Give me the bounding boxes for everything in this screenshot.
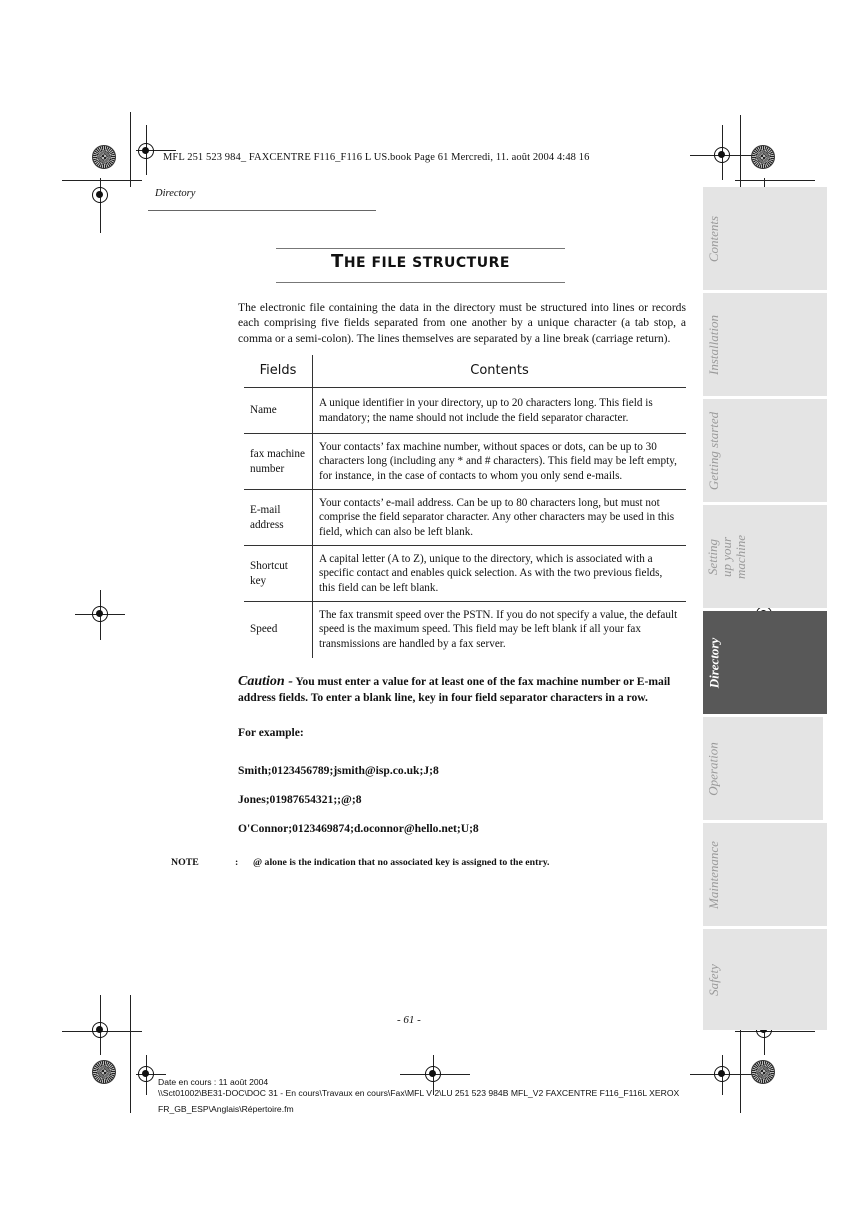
title-rest: HE FILE STRUCTURE (343, 255, 510, 271)
registration-mark (714, 1066, 730, 1082)
registration-mark (138, 1066, 154, 1082)
registration-mark (92, 1022, 108, 1038)
example-line: Smith;0123456789;jsmith@isp.co.uk;J;8 (238, 764, 439, 777)
field-description: A unique identifier in your directory, up to 20 characters long. This field is mandatory; the name should not include the field separator character. (313, 388, 687, 434)
tab-label: Setting up your machine (705, 534, 748, 579)
example-label: For example: (238, 726, 304, 739)
tab-setting-up[interactable] (703, 505, 827, 608)
table-row (244, 434, 686, 490)
example-line: Jones;01987654321;;@;8 (238, 793, 362, 806)
field-name: Name (244, 388, 313, 434)
fields-table (244, 355, 686, 658)
field-description: Your contacts’ e-mail address. Can be up to 80 characters long, but must not comprise the field separator character. Any other characters may be used in this field, which can also be left blank. (313, 490, 687, 546)
note-label: NOTE (171, 857, 199, 868)
tab-safety[interactable] (703, 929, 827, 1030)
tab-installation[interactable] (703, 293, 827, 396)
header-rule (148, 210, 376, 211)
table-row (244, 388, 686, 434)
field-description: A capital letter (A to Z), unique to the directory, which is associated with a specific contact and enables quick selection. As with the two previous fields, this field can be left blank. (313, 546, 687, 602)
field-name: Shortcut key (244, 546, 313, 602)
tab-operation[interactable] (703, 717, 823, 820)
table-row (244, 490, 686, 546)
caution-lead: Caution - (238, 674, 293, 689)
tab-maintenance[interactable] (703, 823, 827, 926)
tab-label: Maintenance (706, 840, 721, 909)
registration-mark (92, 187, 108, 203)
registration-mark (425, 1066, 441, 1082)
color-target (751, 1060, 775, 1084)
table-row (244, 602, 686, 658)
tab-label: Safety (706, 963, 722, 996)
intro-paragraph: The electronic file containing the data in the directory must be structured into lines or records each comprising five fields separated from one another by a unique character (a tab stop, a comma or a semi-colon). The lines themselves are separated by a line break (carriage return). (238, 301, 686, 345)
caution-note (238, 674, 688, 706)
table-row (244, 546, 686, 602)
field-name: E-mail address (244, 490, 313, 546)
registration-mark (138, 143, 154, 159)
tab-label: Getting started (706, 411, 722, 490)
footer-filename: FR_GB_ESP\Anglais\Répertoire.fm (158, 1104, 294, 1114)
registration-mark (92, 606, 108, 622)
caution-text: You must enter a value for at least one of the fax machine number or E-mail address fields. To enter a blank line, key in four field separator characters in a row. (238, 675, 671, 704)
footer-path: \\Sct01002\BE31-DOC\DOC 31 - En cours\Travaux en cours\Fax\MFL V 2\LU 251 523 984B MFL_V2 FAXCENTRE F116_F116L XEROX (158, 1088, 680, 1098)
color-target (751, 145, 775, 169)
tab-getting-started[interactable] (703, 399, 827, 502)
title-rule-top (276, 248, 565, 249)
table-header-contents: Contents (470, 362, 529, 378)
running-head: Directory (155, 188, 196, 199)
tab-label: Operation (706, 741, 722, 796)
table-header-fields: Fields (244, 355, 313, 388)
tab-contents[interactable] (703, 187, 827, 290)
page-number: - 61 - (397, 1014, 421, 1026)
tab-label: Directory (706, 637, 722, 688)
note-text: @ alone is the indication that no associated key is assigned to the entry. (253, 857, 550, 868)
footer-date: Date en cours : 11 août 2004 (158, 1077, 269, 1087)
note-colon: : (235, 857, 239, 868)
field-description: Your contacts’ fax machine number, without spaces or dots, can be up to 30 characters long (including any * and # characters). This field may be left empty, for instance, in the case of contacts to whom you only send e-mails. (313, 434, 687, 490)
tab-label: Installation (706, 314, 722, 375)
field-description: The fax transmit speed over the PSTN. If you do not specify a value, the default speed is the maximum speed. This field may be left blank if all your fax transmissions are handled by a fax server. (313, 602, 687, 658)
title-rule-bottom (276, 282, 565, 283)
page-title (276, 251, 565, 272)
example-line: O'Connor;0123469874;d.oconnor@hello.net;U;8 (238, 822, 479, 835)
tab-label: Contents (706, 215, 722, 262)
field-name: Speed (244, 602, 313, 658)
registration-mark (714, 147, 730, 163)
color-target (92, 145, 116, 169)
field-name: fax machine number (244, 434, 313, 490)
color-target (92, 1060, 116, 1084)
tab-directory[interactable] (703, 611, 827, 714)
title-initial: T (331, 251, 344, 272)
print-header: MFL 251 523 984_ FAXCENTRE F116_F116 L US.book Page 61 Mercredi, 11. août 2004 4:48 16 (163, 152, 590, 163)
